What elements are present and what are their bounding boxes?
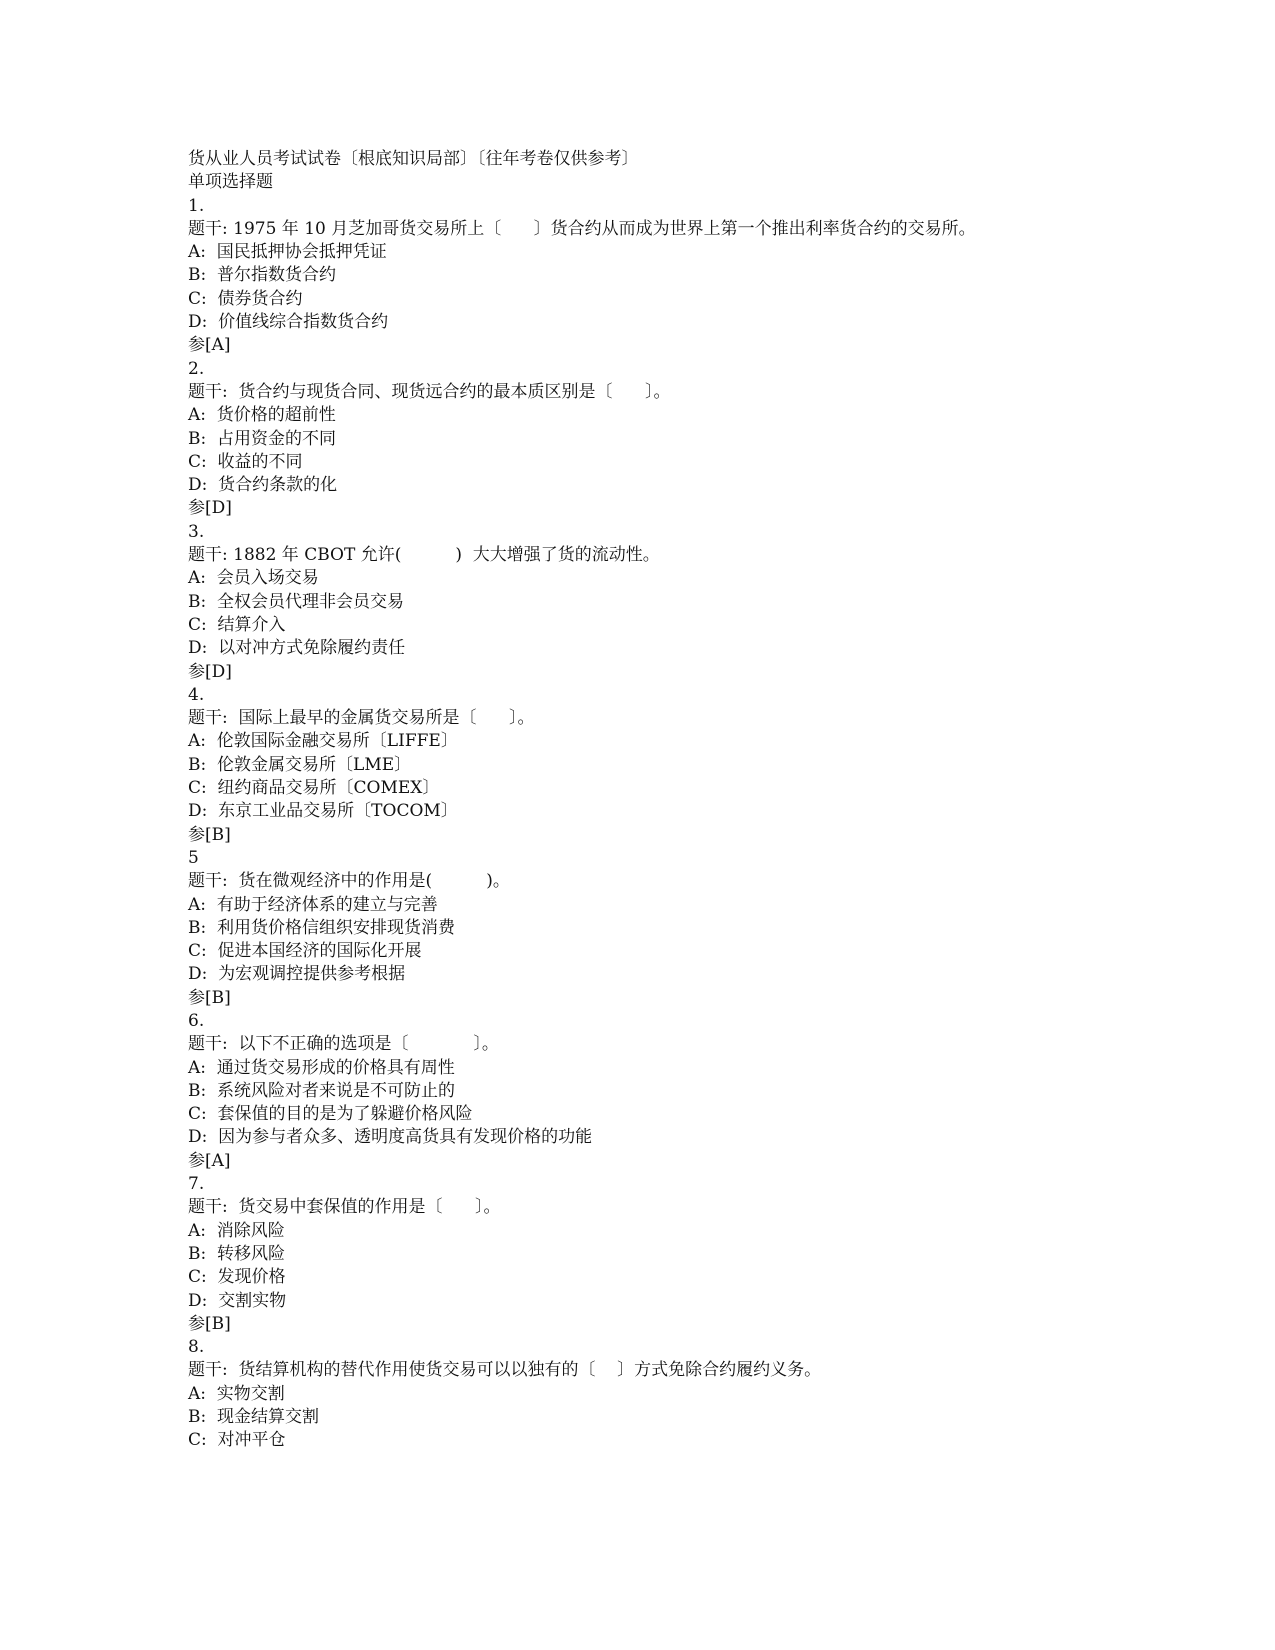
question-number: 8. [188, 1337, 205, 1358]
question-stem: 题干: 国际上最早的金属货交易所是〔 〕。 [188, 708, 535, 729]
question-block [188, 1010, 1188, 1173]
answer-option: D: 货合约条款的化 [188, 475, 338, 496]
question-stem: 题干: 货在微观经济中的作用是( )。 [188, 871, 510, 892]
answer-key: 参[B] [188, 824, 231, 845]
answer-option: A: 通过货交易形成的价格具有周性 [188, 1057, 455, 1078]
question-stem: 题干: 货交易中套保值的作用是〔 〕。 [188, 1197, 501, 1218]
answer-option: C: 发现价格 [188, 1267, 286, 1288]
question-block [188, 521, 1188, 684]
document-title: 货从业人员考试试卷〔根底知识局部〕〔往年考卷仅供参考〕 [188, 149, 639, 169]
answer-option: A: 伦敦国际金融交易所〔LIFFE〕 [188, 731, 458, 752]
question-stem: 题干: 1882 年 CBOT 允许( ) 大大增强了货的流动性。 [188, 545, 660, 566]
question-stem: 题干: 1975 年 10 月芝加哥货交易所上〔 〕货合约从而成为世界上第一个推出利率货合约的交易所。 [188, 218, 976, 239]
answer-option: C: 套保值的目的是为了躲避价格风险 [188, 1104, 473, 1125]
answer-option: B: 现金结算交割 [188, 1407, 320, 1428]
answer-key: 参[A] [188, 1150, 231, 1171]
answer-option: D: 为宏观调控提供参考根据 [188, 964, 406, 985]
question-list [188, 195, 1188, 1453]
answer-key: 参[B] [188, 1313, 231, 1334]
question-number: 3. [188, 521, 205, 542]
answer-option: D: 交割实物 [188, 1290, 287, 1311]
answer-option: B: 占用资金的不同 [188, 428, 337, 449]
question-number: 1. [188, 195, 205, 216]
answer-option: C: 促进本国经济的国际化开展 [188, 941, 422, 962]
answer-option: C: 结算介入 [188, 614, 286, 635]
question-block [188, 358, 1188, 521]
question-number: 7. [188, 1174, 205, 1195]
answer-key: 参[B] [188, 987, 231, 1008]
question-block [188, 195, 1188, 358]
question-number: 2. [188, 358, 205, 379]
answer-option: A: 国民抵押协会抵押凭证 [188, 242, 387, 263]
question-stem: 题干: 货结算机构的替代作用使货交易可以以独有的〔 〕方式免除合约履约义务。 [188, 1360, 822, 1381]
answer-option: A: 会员入场交易 [188, 568, 319, 589]
question-block [188, 847, 1188, 1010]
answer-key: 参[A] [188, 335, 231, 356]
answer-key: 参[D] [188, 498, 232, 519]
answer-option: C: 纽约商品交易所〔COMEX〕 [188, 778, 440, 799]
answer-option: B: 普尔指数货合约 [188, 265, 337, 286]
question-number: 5 [188, 847, 199, 868]
answer-option: D: 东京工业品交易所〔TOCOM〕 [188, 801, 458, 822]
answer-option: D: 价值线综合指数货合约 [188, 312, 389, 333]
answer-option: C: 对冲平仓 [188, 1430, 286, 1451]
answer-option: B: 系统风险对者来说是不可防止的 [188, 1080, 456, 1101]
question-stem: 题干: 以下不正确的选项是〔 〕。 [188, 1034, 499, 1055]
question-block [188, 1173, 1188, 1336]
answer-option: B: 利用货价格信组织安排现货消费 [188, 917, 456, 938]
answer-option: B: 转移风险 [188, 1243, 286, 1264]
answer-option: C: 收益的不同 [188, 451, 303, 472]
document-page [188, 148, 1188, 1453]
answer-option: B: 全权会员代理非会员交易 [188, 591, 405, 612]
answer-option: A: 有助于经济体系的建立与完善 [188, 894, 438, 915]
answer-option: C: 债券货合约 [188, 288, 303, 309]
question-block [188, 1336, 1188, 1452]
question-stem: 题干: 货合约与现货合同、现货远合约的最本质区别是〔 〕。 [188, 381, 671, 402]
question-number: 6. [188, 1010, 205, 1031]
answer-option: A: 货价格的超前性 [188, 405, 336, 426]
answer-option: A: 消除风险 [188, 1220, 285, 1241]
question-number: 4. [188, 684, 205, 705]
answer-option: D: 因为参与者众多、透明度高货具有发现价格的功能 [188, 1127, 593, 1148]
question-block [188, 684, 1188, 847]
answer-key: 参[D] [188, 661, 232, 682]
answer-option: B: 伦敦金属交易所〔LME〕 [188, 754, 412, 775]
answer-option: D: 以对冲方式免除履约责任 [188, 638, 406, 659]
answer-option: A: 实物交割 [188, 1383, 285, 1404]
section-heading: 单项选择题 [188, 172, 273, 193]
